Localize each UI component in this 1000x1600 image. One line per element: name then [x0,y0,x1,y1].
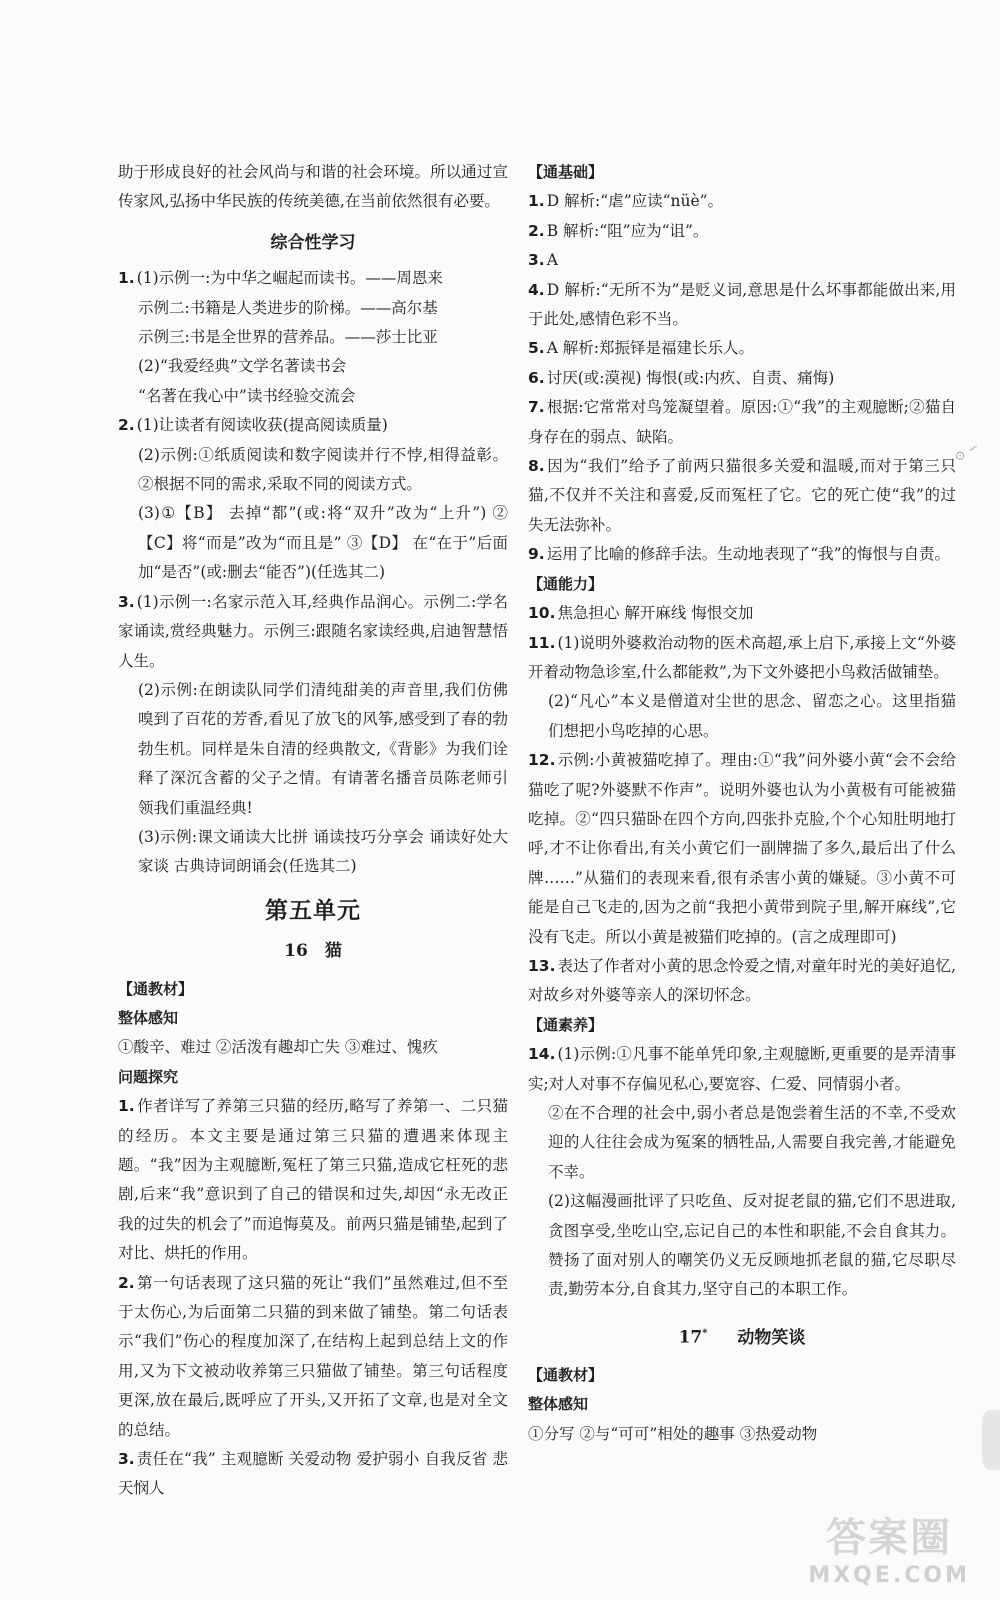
item-text: A 解析:郑振铎是福建长乐人。 [546,339,755,358]
lesson-16-title: 16 猫 [284,941,342,962]
answer-item [118,264,508,293]
item-text: D 解析:“无所不为”是贬义词,意思是什么坏事都能做出来,用于此处,感情色彩不当。 [528,280,956,329]
item-text: (1)让读者有阅读收获(提高阅读质量) [136,416,388,435]
item-text: 责任在“我” 主观臆断 关爱动物 爱护弱小 自我反省 悲天悯人 [118,1450,508,1498]
answer-item [118,382,508,411]
item-text: D 解析:“虐”应读“nüè”。 [546,192,724,211]
item-text: (1)示例一:为中华之崛起而读书。——周恩来 [136,269,443,288]
site-watermark [808,1506,970,1588]
item-text: 焦急担心 解开麻线 悔恨交加 [557,604,754,623]
item-number: 2. [528,221,545,240]
item-number: 11. [528,633,556,652]
item-text: (1)示例一:名家示范入耳,经典作品润心。示例二:学名家诵读,赏经典魅力。示例三:跟随名家读经典,启迪智慧悟人生。 [118,592,508,670]
answer-item [528,276,956,335]
answer-item [528,246,956,275]
inquiry-list [118,1092,508,1504]
item-number: 2. [118,1273,135,1292]
item-number: 14. [528,1045,556,1064]
item-number: 5. [528,339,545,358]
answer-item [118,441,508,500]
margin-mark: ⊙ ∽ [952,439,983,466]
perception-17-answers: ①分写 ②与“可可”相处的趣事 ③热爱动物 [528,1424,818,1443]
answer-item [118,1445,508,1504]
watermark-logo-text: 答案圈 [826,1515,953,1561]
subhead-inquiry: 问题探究 [118,1067,179,1086]
comprehensive-list [118,264,508,882]
answer-item [528,1187,956,1305]
answer-item [118,1269,508,1445]
item-number: 13. [528,956,556,975]
tag-textbook-17: 【通教材】 [528,1365,604,1384]
item-text: (3)①【B】 去掉“都”(或:将“双升”改为“上升”) ②【C】将“而是”改为“而且是” ③【D】 在“在于”后面加“是否”(或:删去“能否”)(任选其二) [138,504,508,582]
item-number: 3. [528,251,545,270]
watermark-url: MXQE.COM [808,1563,970,1588]
item-number: 2. [118,416,135,435]
item-number: 7. [528,398,545,417]
item-text: (2)这幅漫画批评了只吃鱼、反对捉老鼠的猫,它们不思进取,贪图享受,坐吃山空,忘记自己的本性和职能,不会自食其力。赞扬了面对别人的嘲笑仍义无反顾地抓老鼠的猫,它尽职尽责,勤劳本分,自食其力,坚守自己的本职工作。 [548,1192,956,1299]
answer-item [118,823,508,882]
tag-ability: 【通能力】 [528,574,604,593]
lesson-17-number: 17 [678,1327,703,1348]
answer-item [118,1092,508,1268]
item-text: (3)示例:课文诵读大比拼 诵读技巧分享会 诵读好处大家谈 古典诗词朗诵会(任选其二) [138,827,508,876]
basic-list [528,187,956,569]
answer-item [118,499,508,587]
left-column [118,158,508,1504]
answer-item [528,1099,956,1187]
answer-item [528,540,956,569]
answer-item [118,411,508,440]
item-text: 表达了作者对小黄的思念怜爱之情,对童年时光的美好追忆,对故乡对外婆等亲人的深切怀念。 [528,956,956,1005]
item-text: B 解析:“阻”应为“诅”。 [546,221,709,240]
answer-item [118,676,508,823]
answer-item [528,952,956,1011]
lesson-17-heading [528,1319,956,1353]
answer-item [528,364,956,393]
answer-item [118,323,508,352]
answer-item [118,588,508,676]
item-number: 9. [528,545,545,564]
answer-item [528,187,956,216]
item-number: 8. [528,457,545,476]
item-number: 12. [528,751,556,770]
item-text: (1)说明外婆救治动物的医术高超,承上启下,承接上文“外婆开着动物急诊室,什么都能救”,为下文外婆把小鸟救活做铺垫。 [528,633,956,681]
ability-list [528,599,956,1011]
item-text: 根据:它常常对鸟笼凝望着。原因:①“我”的主观臆断;②猫自身存在的弱点、缺陷。 [528,398,956,446]
subhead-perception: 整体感知 [118,1008,179,1027]
item-text: 运用了比喻的修辞手法。生动地表现了“我”的悔恨与自责。 [546,545,951,564]
item-text: (2)“凡心”本义是僧道对尘世的思念、留恋之心。这里指猫们想把小鸟吃掉的心思。 [548,692,956,740]
tag-basic: 【通基础】 [528,163,604,181]
item-text: 因为“我们”给予了前两只猫很多关爱和温暖,而对于第三只猫,不仅并不关注和喜爱,反而冤枉了它。它的死亡使“我”的过失无法弥补。 [528,457,956,534]
answer-item [528,217,956,246]
answer-item [528,393,956,452]
lesson-17-mark: * [702,1327,708,1339]
item-number: 1. [118,269,135,288]
item-number: 4. [528,280,545,299]
answer-item [528,599,956,628]
item-text: 作者详写了养第三只猫的经历,略写了养第一、二只猫的经历。本文主要是通过第三只猫的遭遇来体现主题。“我”因为主观臆断,冤枉了第三只猫,造成它枉死的悲剧,后来“我”意识到了自己的错误和过失,却因“永无改正我的过失的机会了”而追悔莫及。前两只猫是铺垫,起到了对比、烘托的作用。 [118,1097,508,1263]
item-text: 示例:小黄被猫吃掉了。理由:①“我”问外婆小黄“会不会给猫吃了呢?外婆默不作声”。说明外婆也认为小黄极有可能被猫吃掉。②“四只猫卧在四个方向,四张扑克脸,个个心知肚明地打呼,才不让你看出,有关小黄它们一副牌揣了多久,最后出了什么牌……”从猫们的表现来看,很有杀害小黄的嫌疑。③小黄不可能是自己飞走的,因为之前“我把小黄带到院子里,解开麻线”,它没有飞走。所以小黄是被猫们吃掉的。(言之成理即可) [528,751,956,946]
item-text: A [546,251,558,270]
item-number: 3. [118,1450,135,1469]
answer-item [528,452,956,540]
item-text: “名著在我心中”读书经验交流会 [138,386,356,405]
answer-item [528,687,956,746]
page-curl-decoration [982,1410,1000,1470]
item-number: 10. [528,604,556,623]
perception-answers: ①酸辛、难过 ②活泼有趣却亡失 ③难过、愧疚 [118,1038,438,1057]
item-text: (2)“我爱经典”文学名著读书会 [138,357,347,376]
section-title-comprehensive: 综合性学习 [270,232,356,253]
item-text: 第一句话表现了这只猫的死让“我们”虽然难过,但不至于太伤心,为后面第二只猫的到来做了铺垫。第二句话表示“我们”伤心的程度加深了,在结构上起到总结上文的作用,又为下文被动收养第三只猫做了铺垫。第三句话程度更深,放在最后,既呼应了开头,又开拓了文章,也是对全文的总结。 [118,1273,508,1439]
item-text: 示例三:书是全世界的营养品。——莎士比亚 [138,328,438,347]
item-text: (1)示例:①凡事不能单凭印象,主观臆断,更重要的是弄清事实;对人对事不存偏见私心,要宽容、仁爱、同情弱小者。 [528,1045,956,1093]
unit-title: 第五单元 [265,896,361,924]
item-number: 6. [528,368,545,387]
answer-item [528,746,956,952]
answer-item [118,294,508,323]
answer-item [118,352,508,381]
answer-item [528,629,956,688]
right-column [528,158,956,1449]
item-number: 1. [118,1097,135,1116]
answer-item [528,334,956,363]
item-text: (2)示例:①纸质阅读和数字阅读并行不悖,相得益彰。②根据不同的需求,采取不同的阅读方式。 [138,445,508,494]
item-text: 示例二:书籍是人类进步的阶梯。——高尔基 [138,298,438,317]
tag-literacy: 【通素养】 [528,1015,604,1034]
item-text: (2)示例:在朗读队同学们清纯甜美的声音里,我们仿佛嗅到了百花的芳香,看见了放飞的风筝,感受到了春的勃勃生机。同样是朱自清的经典散文,《背影》为我们诠释了深沉含蓄的父子之情。有请著名播音员陈老师引领我们重温经典! [138,680,508,817]
intro-paragraph: 助于形成良好的社会风尚与和谐的社会环境。所以通过宣传家风,弘扬中华民族的传统美德,在当前依然很有必要。 [118,163,508,211]
subhead-perception-17: 整体感知 [528,1395,589,1414]
item-number: 1. [528,192,545,211]
lesson-17-title: 动物笑谈 [737,1327,806,1348]
item-text: ②在不合理的社会中,弱小者总是饱尝着生活的不幸,不受欢迎的人往往会成为冤案的牺牲品,人需要自我完善,才能避免不幸。 [548,1104,956,1181]
answer-item [528,1040,956,1099]
item-text: 讨厌(或:漠视) 悔恨(或:内疚、自责、痛悔) [546,368,835,387]
literacy-list [528,1040,956,1305]
item-number: 3. [118,592,135,611]
tag-textbook: 【通教材】 [118,979,194,998]
